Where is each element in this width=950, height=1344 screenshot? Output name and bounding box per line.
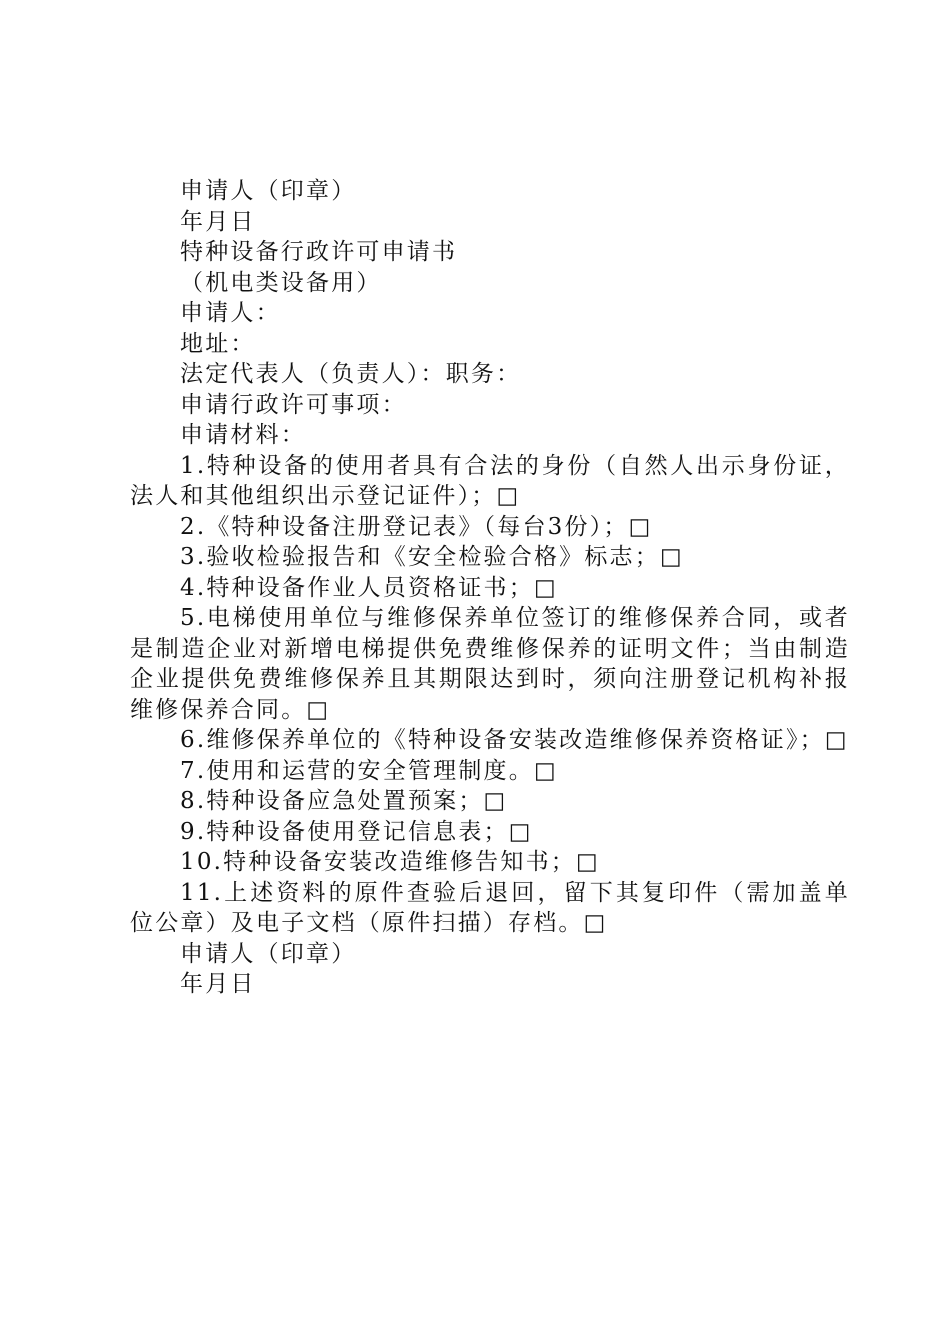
material-item-5: 5.电梯使用单位与维修保养单位签订的维修保养合同，或者是制造企业对新增电梯提供免费维修保养的证明文件；当由制造企业提供免费维修保养且其期限达到时，须向注册登记机构补报维修保养合同。□	[130, 605, 850, 723]
material-item-11: 11.上述资料的原件查验后退回，留下其复印件（需加盖单位公章）及电子文档（原件扫描）存档。□	[130, 879, 850, 936]
material-item-6: 6.维修保养单位的《特种设备安装改造维修保养资格证》；□	[180, 727, 849, 753]
applicant-label: 申请人：	[180, 300, 281, 326]
material-item-2: 2.《特种设备注册登记表》（每台3份）；□	[180, 513, 653, 540]
material-item-3: 3.验收检验报告和《安全检验合格》标志；□	[180, 544, 684, 570]
legal-representative-label: 法定代表人（负责人）：职务：	[180, 361, 522, 387]
material-item-8: 8.特种设备应急处置预案；□	[180, 788, 508, 814]
address-label: 地址：	[180, 330, 256, 357]
material-item-10: 10.特种设备安装改造维修告知书；□	[180, 849, 600, 875]
date-top: 年月日	[180, 208, 256, 235]
form-title: 特种设备行政许可申请书	[180, 239, 458, 265]
applicant-seal-bottom: 申请人（印章）	[180, 940, 357, 967]
material-item-9: 9.特种设备使用登记信息表；□	[180, 818, 533, 845]
date-bottom: 年月日	[180, 971, 256, 997]
materials-label: 申请材料：	[180, 422, 306, 448]
material-item-1: 1.特种设备的使用者具有合法的身份（自然人出示身份证，法人和其他组织出示登记证件）；□	[130, 452, 850, 509]
permit-matter-label: 申请行政许可事项：	[180, 391, 407, 418]
material-item-4: 4.特种设备作业人员资格证书；□	[180, 574, 558, 601]
form-subtitle: （机电类设备用）	[180, 269, 382, 296]
material-item-7: 7.使用和运营的安全管理制度。□	[180, 757, 558, 784]
document-page	[130, 176, 850, 1000]
applicant-seal-top: 申请人（印章）	[180, 178, 357, 204]
